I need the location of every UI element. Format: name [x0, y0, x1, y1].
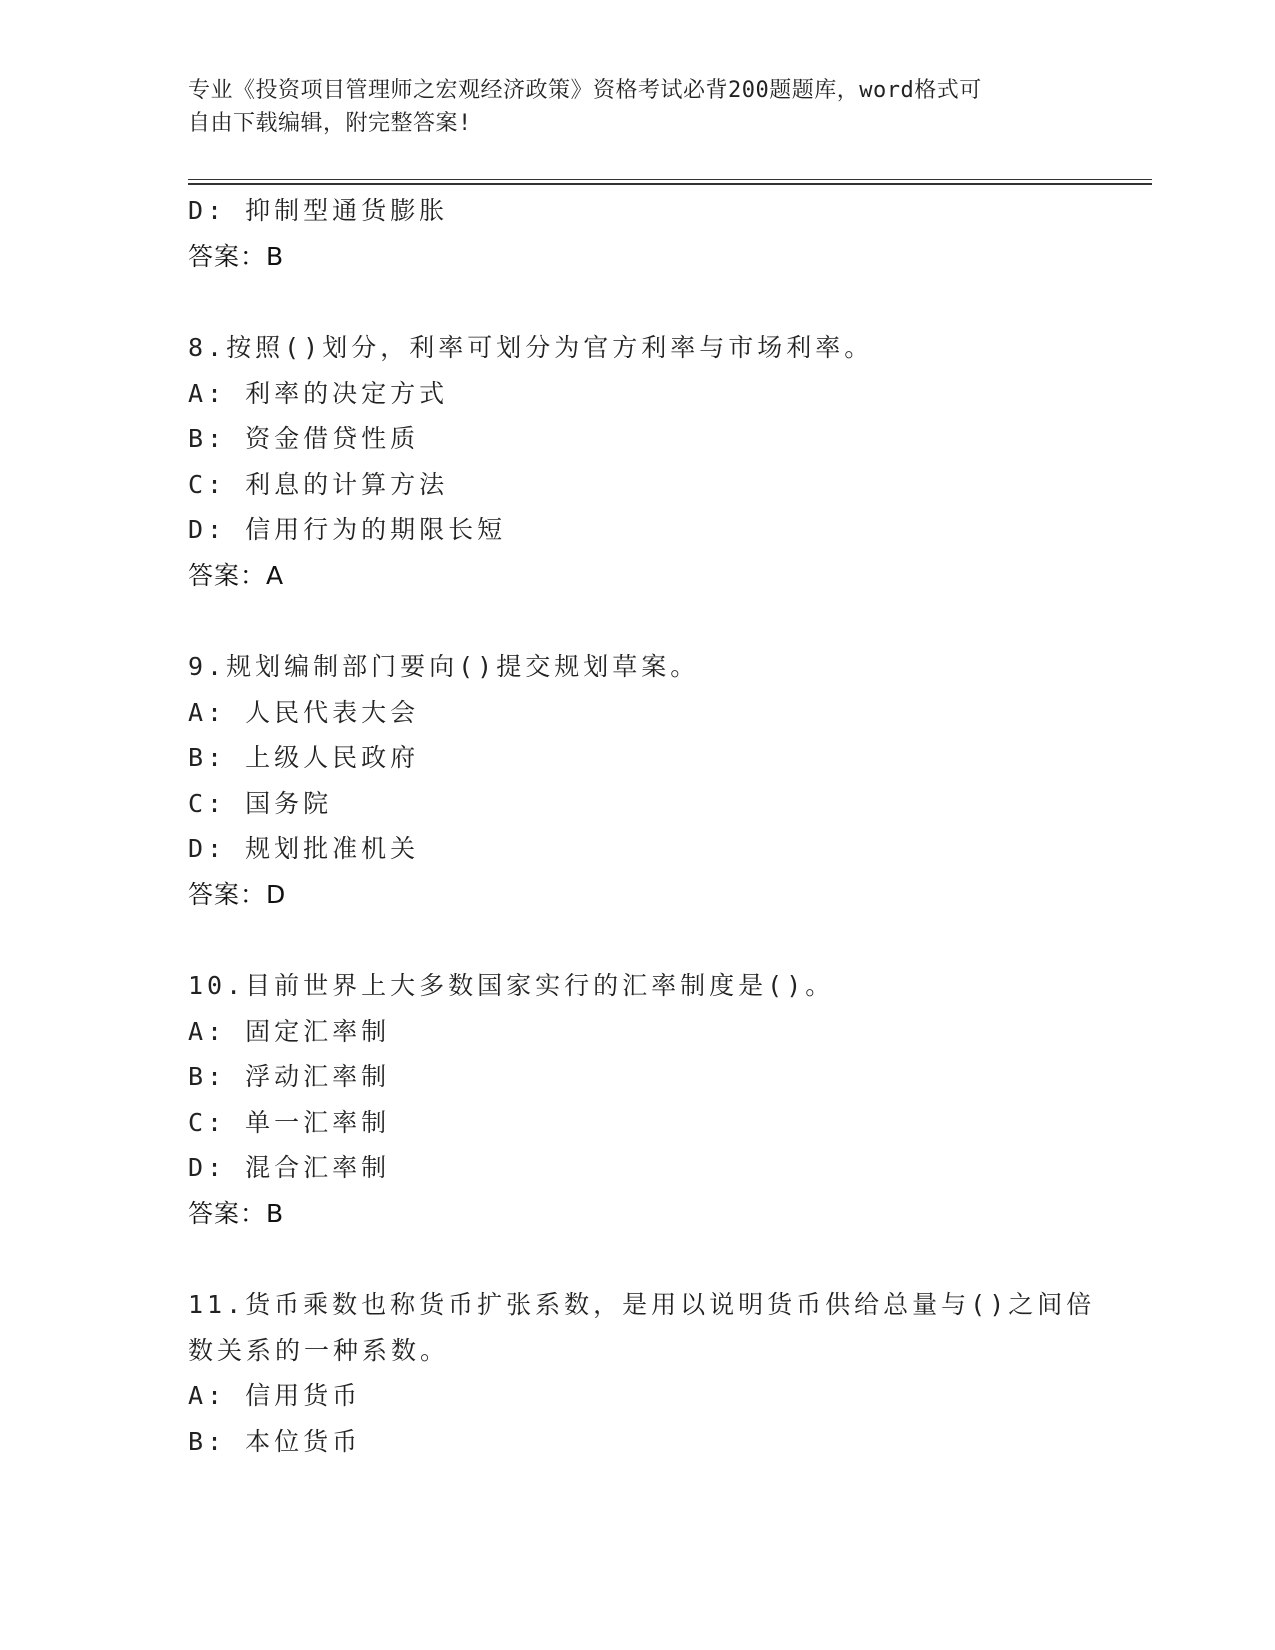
option-c: C: 利息的计算方法 [188, 469, 449, 499]
option-d: D: 抑制型通货膨胀 [188, 196, 449, 225]
question-11 [188, 1282, 1096, 1464]
document-header [188, 74, 1088, 140]
question-9 [188, 644, 1088, 917]
question-content [188, 188, 1096, 1464]
answer-line: 答案：D [188, 879, 287, 909]
answer-line: 答案：A [188, 560, 285, 590]
option-a: A: 人民代表大会 [188, 697, 420, 727]
option-c: C: 国务院 [188, 788, 333, 818]
option-b: B: 本位货币 [188, 1426, 362, 1456]
option-d: D: 规划批准机关 [188, 834, 420, 863]
question-10 [188, 963, 1088, 1236]
option-d: D: 信用行为的期限长短 [188, 515, 507, 544]
option-a: A: 利率的决定方式 [188, 378, 449, 408]
spacer [188, 1236, 1088, 1282]
header-rule-thick [188, 183, 1152, 185]
question-text: 8.按照()划分，利率可划分为官方利率与市场利率。 [188, 333, 874, 362]
option-b: B: 资金借贷性质 [188, 424, 420, 453]
question-text: 9.规划编制部门要向()提交规划草案。 [188, 652, 700, 681]
question-8 [188, 325, 1088, 598]
option-b: B: 浮动汇率制 [188, 1062, 391, 1091]
header-line-1: 专业《投资项目管理师之宏观经济政策》资格考试必背200题题库，word格式可 [188, 78, 982, 103]
answer-line: 答案：B [188, 241, 285, 271]
spacer [188, 598, 1088, 644]
option-b: B: 上级人民政府 [188, 743, 420, 772]
question-text-line-1: 11.货币乘数也称货币扩张系数，是用以说明货币供给总量与()之间倍 [188, 1290, 1096, 1319]
question-text-line-2: 数关系的一种系数。 [188, 1335, 450, 1365]
spacer [188, 279, 1088, 325]
spacer [188, 917, 1088, 963]
option-a: A: 信用货币 [188, 1381, 362, 1410]
answer-line: 答案：B [188, 1198, 285, 1228]
option-d: D: 混合汇率制 [188, 1153, 391, 1182]
option-a: A: 固定汇率制 [188, 1016, 391, 1046]
previous-question-tail [188, 188, 1088, 279]
question-text: 10.目前世界上大多数国家实行的汇率制度是()。 [188, 971, 835, 1000]
option-c: C: 单一汇率制 [188, 1107, 391, 1137]
header-line-2: 自由下载编辑，附完整答案! [188, 111, 472, 136]
header-rule-thin [188, 179, 1152, 180]
